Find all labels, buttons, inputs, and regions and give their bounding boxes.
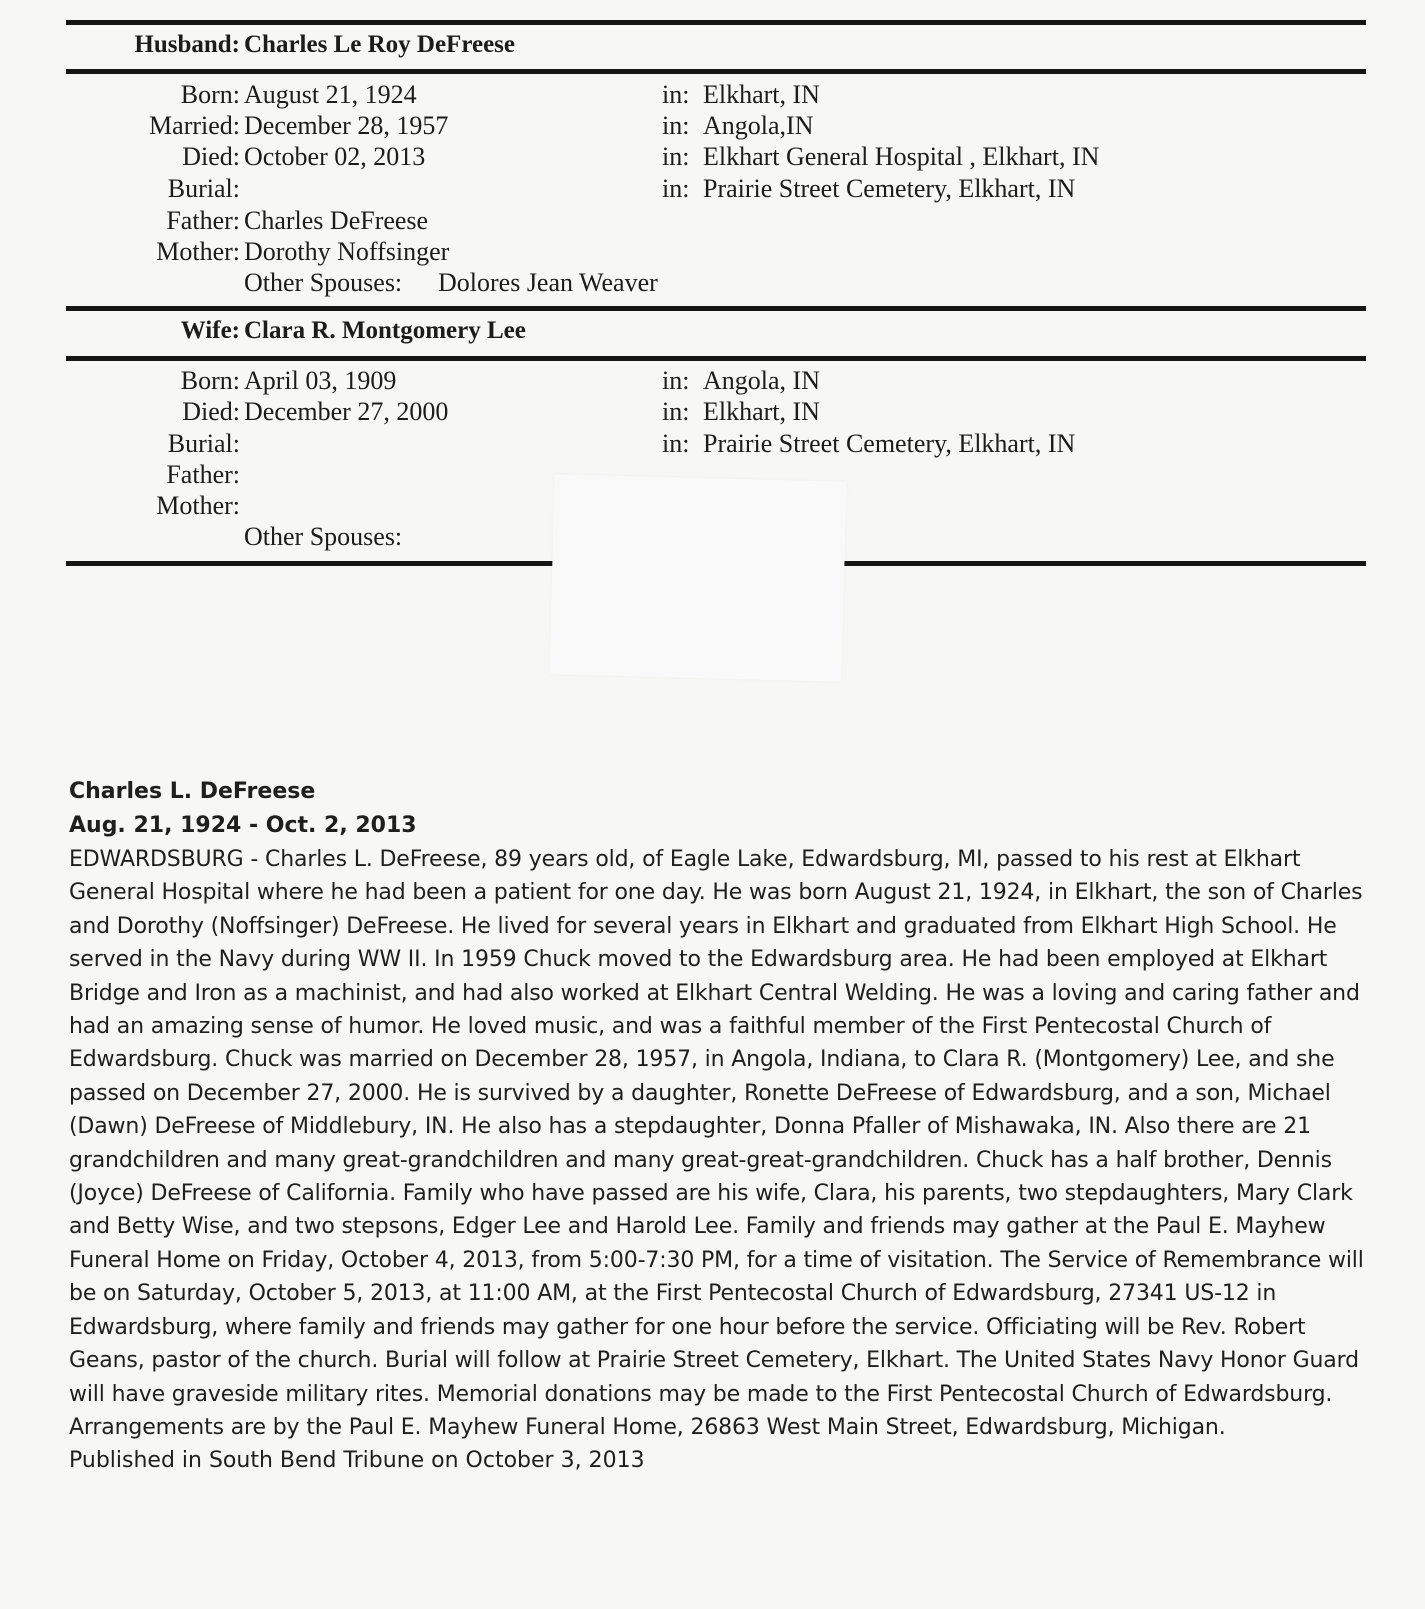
field-value: August 21, 1924 — [244, 80, 417, 109]
field-label: Burial: — [167, 429, 240, 458]
other-spouses-label: Other Spouses: — [244, 522, 403, 551]
field-label: Mother: — [156, 237, 240, 266]
in-label: in: — [662, 429, 690, 458]
field-label: Born: — [180, 80, 240, 109]
place-value: Elkhart, IN — [703, 397, 820, 426]
wife-name: Clara R. Montgomery Lee — [244, 317, 526, 344]
field-value: October 02, 2013 — [244, 142, 426, 171]
obituary-dates: Aug. 21, 1924 - Oct. 2, 2013 — [69, 813, 417, 838]
wife-label: Wife: — [180, 317, 240, 344]
in-label: in: — [662, 366, 690, 395]
field-label: Born: — [180, 366, 240, 395]
place-value: Prairie Street Cemetery, Elkhart, IN — [703, 429, 1076, 458]
obituary — [69, 775, 1379, 1478]
field-value: December 27, 2000 — [244, 397, 449, 426]
field-label: Died: — [182, 397, 240, 426]
in-label: in: — [662, 142, 690, 171]
place-value: Angola, IN — [703, 366, 820, 395]
other-spouses-label: Other Spouses: — [244, 268, 403, 297]
field-label: Married: — [149, 111, 240, 140]
in-label: in: — [662, 111, 690, 140]
field-label: Died: — [182, 142, 240, 171]
in-label: in: — [662, 80, 690, 109]
wife-top-rule — [66, 306, 1366, 311]
scan-artifact — [549, 474, 846, 682]
in-label: in: — [662, 174, 690, 203]
wife-header-rule — [66, 356, 1366, 361]
field-label: Father: — [166, 206, 240, 235]
field-label: Burial: — [167, 174, 240, 203]
field-value: Charles DeFreese — [244, 206, 429, 235]
field-value: April 03, 1909 — [244, 366, 397, 395]
field-label: Mother: — [156, 491, 240, 520]
place-value: Elkhart, IN — [703, 80, 820, 109]
publication-note: Published in South Bend Tribune on October 3, 2013 — [69, 1448, 645, 1474]
obituary-text: EDWARDSBURG - Charles L. DeFreese, 89 years old, of Eagle Lake, Edwardsburg, MI, passed to his rest at Elkhart General Hospital where he had been a patient for one day. He was born August 21, 1924, in Elkhart, the son of Charles and Dorothy (Noffsinger) DeFreese. He lived for several years in Elkhart and graduated from Elkhart High School. He served in the Navy during WW II. In 1959 Chuck moved to the Edwardsburg area. He had been employed at Elkhart Bridge and Iron as a machinist, and had also worked at Elkhart Central Welding. He was a loving and caring father and had an amazing sense of humor. He loved music, and was a faithful member of the First Pentecostal Church of Edwardsburg. Chuck was married on December 28, 1957, in Angola, Indiana, to Clara R. (Montgomery) Lee, and she passed on December 27, 2000. He is survived by a daughter, Ronette DeFreese of Edwardsburg, and a son, Michael (Dawn) DeFreese of Middlebury, IN. He also has a stepdaughter, Donna Pfaller of Mishawaka, IN. Also there are 21 grandchildren and many great-grandchildren and many great-great-grandchildren. Chuck has a half brother, Dennis (Joyce) DeFreese of California. Family who have passed are his wife, Clara, his parents, two stepdaughters, Mary Clark and Betty Wise, and two stepsons, Edger Lee and Harold Lee. Family and friends may gather at the Paul E. Mayhew Funeral Home on Friday, October 4, 2013, from 5:00-7:30 PM, for a time of visitation. The Service of Remembrance will be on Saturday, October 5, 2013, at 11:00 AM, at the First Pentecostal Church of Edwardsburg, 27341 US-12 in Edwardsburg, where family and friends may gather for one hour before the service. Officiating will be Rev. Robert Geans, pastor of the church. Burial will follow at Prairie Street Cemetery, Elkhart. The United States Navy Honor Guard will have graveside military rites. Memorial donations may be made to the First Pentecostal Church of Edwardsburg. Arrangements are by the Paul E. Mayhew Funeral Home, 26863 West Main Street, Edwardsburg, Michigan. — [69, 847, 1364, 1440]
place-value: Angola,IN — [703, 111, 814, 140]
field-label: Father: — [166, 460, 240, 489]
field-value: December 28, 1957 — [244, 111, 449, 140]
field-value: Dorothy Noffsinger — [244, 237, 450, 266]
other-spouses-value: Dolores Jean Weaver — [438, 268, 658, 297]
place-value: Prairie Street Cemetery, Elkhart, IN — [703, 174, 1076, 203]
husband-header-rule — [66, 69, 1366, 74]
top-rule — [66, 20, 1366, 25]
husband-name: Charles Le Roy DeFreese — [244, 31, 515, 58]
obituary-name: Charles L. DeFreese — [69, 779, 316, 804]
husband-label: Husband: — [134, 31, 240, 58]
in-label: in: — [662, 397, 690, 426]
place-value: Elkhart General Hospital , Elkhart, IN — [703, 142, 1100, 171]
